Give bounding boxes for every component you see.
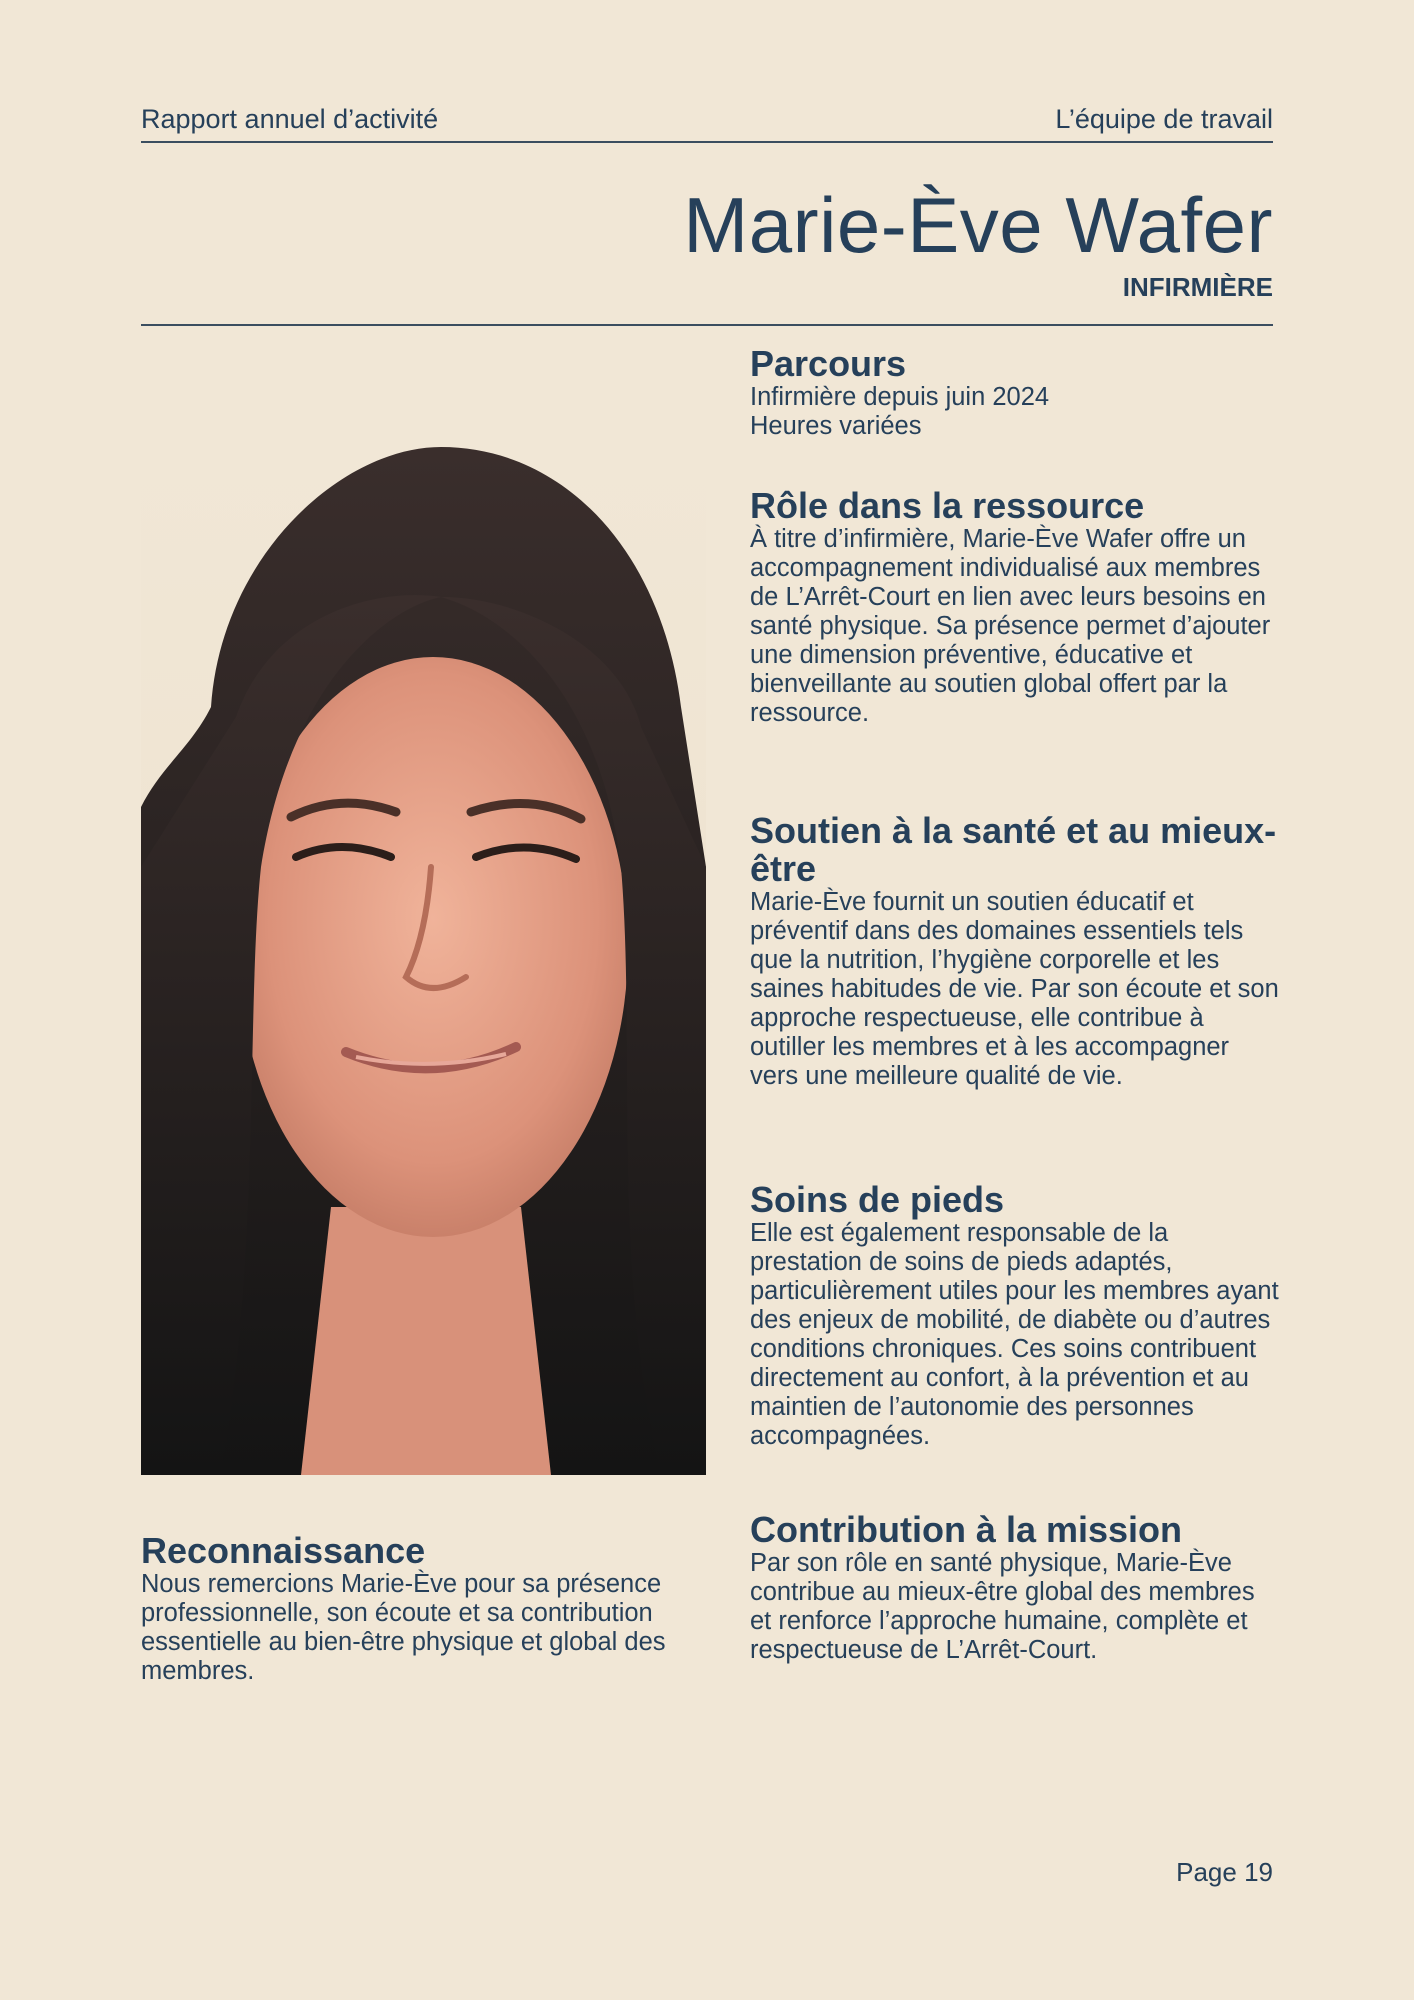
section-role xyxy=(750,487,1280,728)
section-body: Nous remercions Marie-Ève pour sa présence professionnelle, son écoute et sa contribution essentielle au bien-être physique et global des membres. xyxy=(141,1570,666,1685)
person-name: Marie-Ève Wafer xyxy=(683,181,1273,269)
section-heading: Parcours xyxy=(750,343,907,384)
portrait-illustration xyxy=(141,447,706,1475)
section-body: À titre d’infirmière, Marie-Ève Wafer offre un accompagnement individualisé aux membres de L’Arrêt-Court en lien avec leurs besoins en santé physique. Sa présence permet d’ajouter une dimension préventive, éducative et bienveillante au soutien global offert par la ressource. xyxy=(750,525,1271,727)
section-soutien xyxy=(750,812,1280,1091)
section-body: Elle est également responsable de la prestation de soins de pieds adaptés, particulièrement utiles pour les membres ayant des enjeux de mobilité, de diabète ou d’autres conditions chroniques. Ces soins contribuent directement au confort, à la prévention et au maintien de l’autonomie des personnes accompagnées. xyxy=(750,1219,1279,1450)
portrait-photo xyxy=(141,447,706,1475)
section-body: Par son rôle en santé physique, Marie-Ève contribue au mieux-être global des membres et renforce l’approche humaine, complète et respectueuse de L’Arrêt-Court. xyxy=(750,1549,1255,1664)
section-mission xyxy=(750,1511,1280,1665)
person-role: INFIRMIÈRE xyxy=(1122,272,1273,302)
parcours-line: Heures variées xyxy=(750,412,922,440)
section-heading: Reconnaissance xyxy=(141,1530,426,1571)
section-parcours xyxy=(750,345,1280,441)
parcours-line: Infirmière depuis juin 2024 xyxy=(750,383,1050,411)
section-body: Marie-Ève fournit un soutien éducatif et préventif dans des domaines essentiels tels que la nutrition, l’hygiène corporelle et les saines habitudes de vie. Par son écoute et son approche respectueuse, elle contribue à outiller les membres et à les accompagner vers une meilleure qualité de vie. xyxy=(750,888,1279,1090)
header-divider xyxy=(141,141,1273,143)
page-number: Page 19 xyxy=(1176,1857,1273,1887)
section-title: L’équipe de travail xyxy=(1055,104,1273,134)
section-reconnaissance xyxy=(141,1532,701,1686)
section-heading: Soutien à la santé et au mieux-être xyxy=(750,810,1277,889)
section-heading: Rôle dans la ressource xyxy=(750,485,1145,526)
section-soins-de-pieds xyxy=(750,1181,1280,1451)
section-heading: Soins de pieds xyxy=(750,1179,1005,1220)
report-title: Rapport annuel d’activité xyxy=(141,104,439,134)
name-divider xyxy=(141,324,1273,326)
section-heading: Contribution à la mission xyxy=(750,1509,1183,1550)
